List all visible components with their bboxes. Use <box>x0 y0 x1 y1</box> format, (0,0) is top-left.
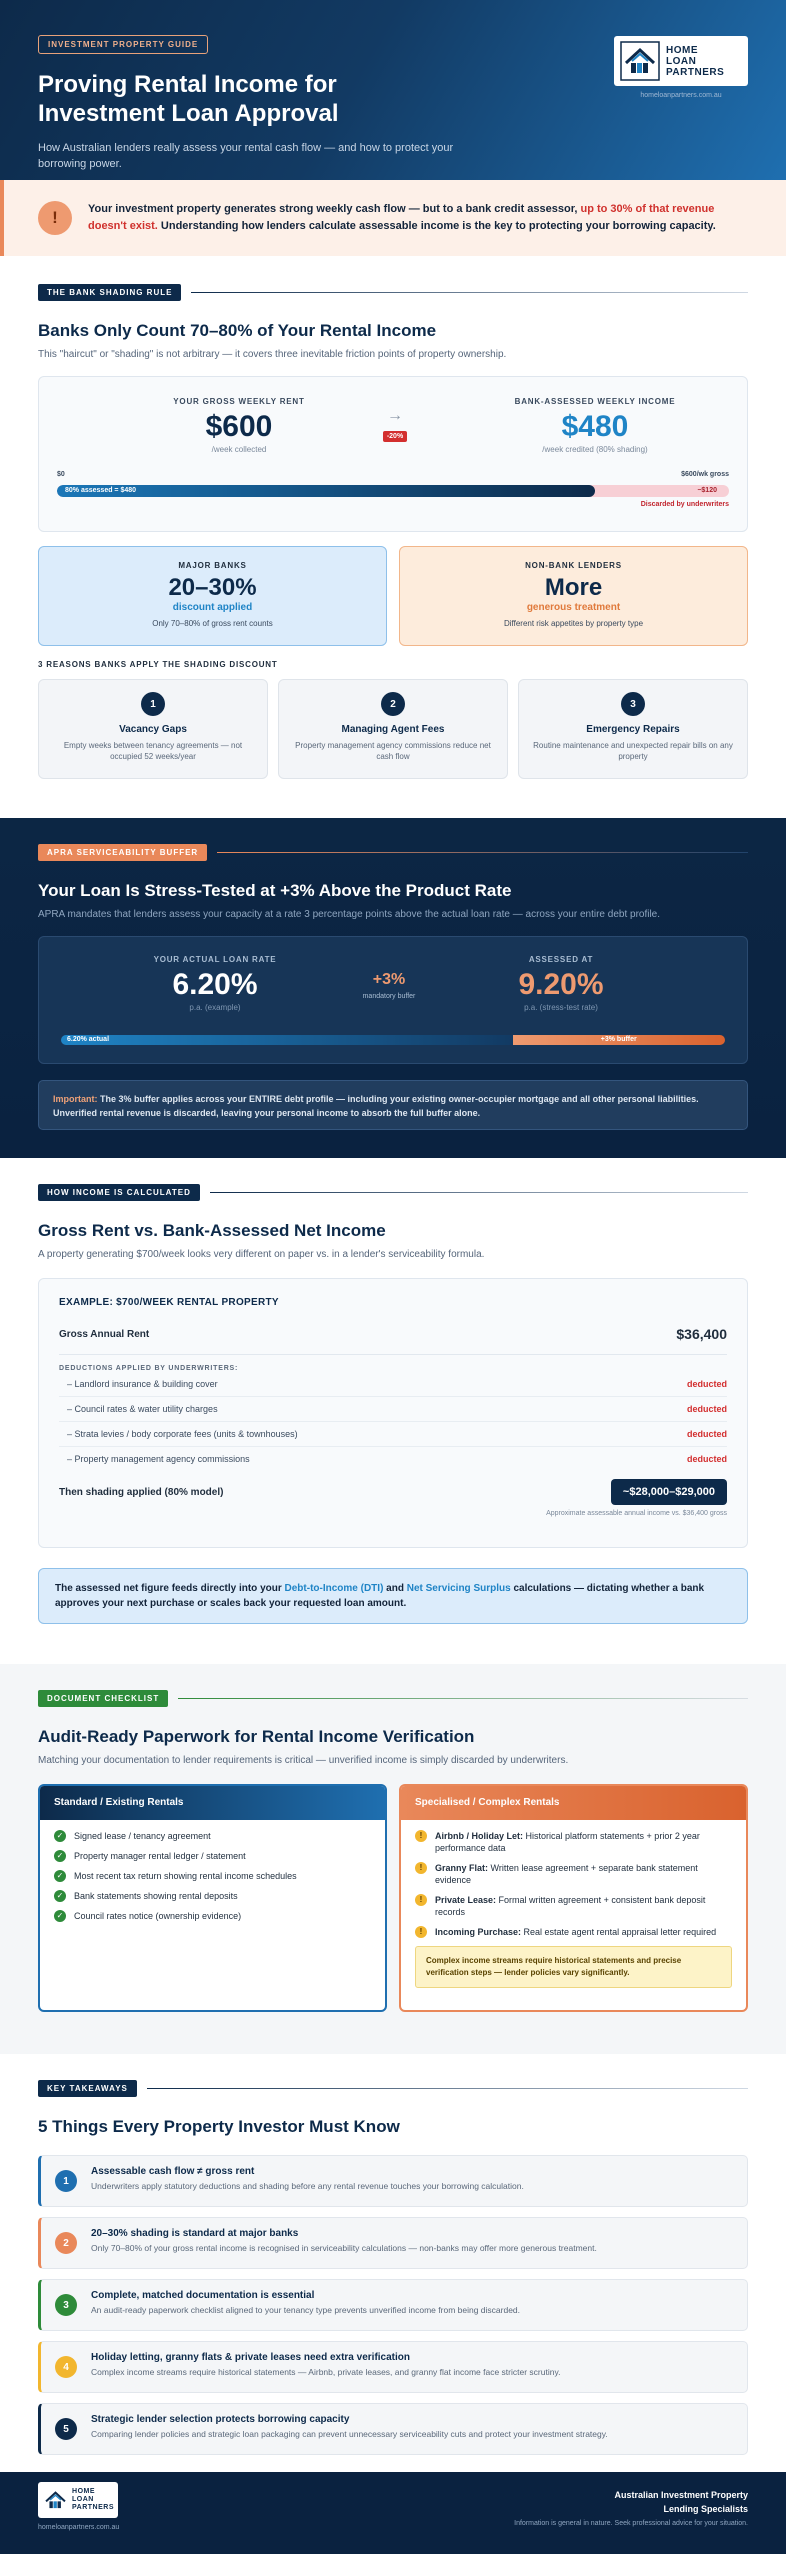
stress-test-bar <box>61 1035 725 1045</box>
number-badge: 4 <box>55 2356 77 2378</box>
number-badge: 3 <box>55 2294 77 2316</box>
assessed-progress-bar <box>57 485 729 497</box>
final-assessed-row: Then shading applied (80% model) ~$28,000–$29,000 <box>59 1479 727 1505</box>
takeaway-item: 4 Holiday letting, granny flats & private leases need extra verification Complex income streams require historical statements — Airbnb, private leases, and granny flat income face stricter scrutiny. <box>38 2341 748 2393</box>
site-url[interactable]: homeloanpartners.com.au <box>640 92 722 99</box>
assessed-income-pill: ~$28,000–$29,000 <box>611 1479 727 1505</box>
checklist-item: ✓ Property manager rental ledger / statement <box>54 1850 371 1862</box>
shading-section <box>0 256 786 818</box>
dti-callout: The assessed net figure feeds directly into your Debt-to-Income (DTI) and Net Servicing Surplus calculations — dictating whether a bank approves your next purchase or scales back your requested loan amount. <box>38 1568 748 1624</box>
checklist-item: ! Airbnb / Holiday Let: Historical platform statements + prior 2 year performance data <box>415 1830 732 1854</box>
assessed-rent-panel: BANK-ASSESSED WEEKLY INCOME $480 /week credited (80% shading) <box>485 397 705 454</box>
buffer-segment: +3% buffer <box>513 1035 725 1045</box>
takeaway-item: 2 20–30% shading is standard at major banks Only 70–80% of your gross rental income is recognised in serviceability calculations — non-banks may offer more generous treatment. <box>38 2217 748 2269</box>
deduction-row: – Landlord insurance & building cover deducted <box>59 1372 727 1397</box>
buffer-indicator: +3% mandatory buffer <box>362 971 416 1000</box>
calculation-card <box>38 1278 748 1548</box>
rent-comparison-card <box>38 376 748 532</box>
section-tag: THE BANK SHADING RULE <box>38 284 748 301</box>
section-tag: KEY TAKEAWAYS <box>38 2080 748 2097</box>
number-badge: 2 <box>381 692 405 716</box>
warning-icon: ! <box>415 1862 427 1874</box>
check-icon: ✓ <box>54 1910 66 1922</box>
check-icon: ✓ <box>54 1830 66 1842</box>
page-subtitle: How Australian lenders really assess your rental cash flow — and how to protect your borrowing power. <box>38 142 454 170</box>
rate-comparison-card <box>38 936 748 1064</box>
arrow-right-icon: → <box>387 407 403 424</box>
discarded-note: Discarded by underwriters <box>640 501 729 508</box>
section-title: 5 Things Every Property Investor Must Know <box>38 2117 400 2136</box>
dti-term: Debt-to-Income (DTI) <box>284 1583 384 1594</box>
section-title: Your Loan Is Stress-Tested at +3% Above the Product Rate <box>38 881 512 900</box>
warning-icon: ! <box>415 1894 427 1906</box>
disclaimer: Information is general in nature. Seek professional advice for your situation. <box>514 2520 748 2527</box>
reason-card: 2 Managing Agent Fees Property management agency commissions reduce net cash flow <box>278 679 508 779</box>
section-lead: APRA mandates that lenders assess your capacity at a rate 3 percentage points above the actual loan rate — across your entire debt profile. <box>38 909 661 920</box>
actual-rate-segment: 6.20% actual <box>61 1035 513 1045</box>
reasons-title: 3 REASONS BANKS APPLY THE SHADING DISCOUNT <box>38 660 278 669</box>
income-calculation-section <box>0 1158 786 1664</box>
checklist-item: ✓ Council rates notice (ownership evidence) <box>54 1910 371 1922</box>
approx-note: Approximate assessable annual income vs. $36,400 gross <box>546 1510 727 1517</box>
non-bank-lenders-card: NON-BANK LENDERS More generous treatment Different risk appetites by property type <box>399 546 748 646</box>
complex-income-warning: Complex income streams require historical statements and precise verification steps — lender policies vary significantly. <box>415 1946 732 1988</box>
discarded-bar-label: −$120 <box>697 487 717 494</box>
checklist-item: ✓ Signed lease / tenancy agreement <box>54 1830 371 1842</box>
section-tag: APRA SERVICEABILITY BUFFER <box>38 844 748 861</box>
number-badge: 1 <box>55 2170 77 2192</box>
warning-icon: ! <box>415 1926 427 1938</box>
check-icon: ✓ <box>54 1870 66 1882</box>
reduction-indicator <box>375 407 415 443</box>
section-tag: HOW INCOME IS CALCULATED <box>38 1184 748 1201</box>
section-tag: DOCUMENT CHECKLIST <box>38 1690 748 1707</box>
checklist-item: ✓ Bank statements showing rental deposits <box>54 1890 371 1902</box>
brand-logo[interactable] <box>614 36 748 86</box>
section-lead: This "haircut" or "shading" is not arbitrary — it covers three inevitable friction points of property ownership. <box>38 349 507 360</box>
deduction-row: – Strata levies / body corporate fees (units & townhouses) deducted <box>59 1422 727 1447</box>
example-heading: EXAMPLE: $700/WEEK RENTAL PROPERTY <box>59 1297 279 1308</box>
check-icon: ✓ <box>54 1890 66 1902</box>
footer-tagline: Australian Investment Property Lending Specialists Information is general in nature. Seek professional advice for your situation. <box>514 2490 748 2527</box>
section-lead: Matching your documentation to lender requirements is critical — unverified income is simply discarded by underwriters. <box>38 1755 569 1766</box>
checklist-item: ✓ Most recent tax return showing rental income schedules <box>54 1870 371 1882</box>
deductions-heading: DEDUCTIONS APPLIED BY UNDERWRITERS: <box>59 1365 239 1372</box>
reason-card: 3 Emergency Repairs Routine maintenance and unexpected repair bills on any property <box>518 679 748 779</box>
reason-card: 1 Vacancy Gaps Empty weeks between tenancy agreements — not occupied 52 weeks/year <box>38 679 268 779</box>
key-takeaways-section <box>0 2054 786 2472</box>
checklist-item: ! Incoming Purchase: Real estate agent rental appraisal letter required <box>415 1926 732 1938</box>
brand-name: HOME LOAN PARTNERS <box>666 44 725 78</box>
checklist-item: ! Private Lease: Formal written agreement + consistent bank deposit records <box>415 1894 732 1918</box>
house-logo-icon <box>620 41 660 81</box>
alert-text: Your investment property generates strong weekly cash flow — but to a bank credit assessor, up to 30% of that revenue doesn't exist. Understanding how lenders calculate assessable income is the key to protecting your borrowing capacity. <box>88 203 716 232</box>
checklist-item: ! Granny Flat: Written lease agreement + separate bank statement evidence <box>415 1862 732 1886</box>
alert-banner <box>0 180 786 256</box>
takeaway-item: 1 Assessable cash flow ≠ gross rent Underwriters apply statutory deductions and shading before any rental revenue touches your borrowing calculation. <box>38 2155 748 2207</box>
number-badge: 1 <box>141 692 165 716</box>
number-badge: 2 <box>55 2232 77 2254</box>
house-logo-icon <box>42 2486 69 2514</box>
assessed-rate-panel: ASSESSED AT 9.20% p.a. (stress-test rate) <box>518 955 604 1012</box>
number-badge: 5 <box>55 2418 77 2440</box>
gross-annual-rent-row: Gross Annual Rent $36,400 <box>59 1326 727 1355</box>
guide-tag: INVESTMENT PROPERTY GUIDE <box>38 35 208 54</box>
takeaway-item: 3 Complete, matched documentation is essential An audit-ready paperwork checklist aligned to your tenancy type prevents unverified income from being discarded. <box>38 2279 748 2331</box>
lender-comparison <box>38 546 748 646</box>
page-title: Proving Rental Income for Investment Loan Approval <box>38 71 339 127</box>
assessed-rent-value: $480 <box>561 410 629 443</box>
major-banks-card: MAJOR BANKS 20–30% discount applied Only 70–80% of gross rent counts <box>38 546 387 646</box>
apra-buffer-section <box>0 818 786 1158</box>
important-note: Important: The 3% buffer applies across your ENTIRE debt profile — including your existing owner-occupier mortgage and all other personal liabilities. Unverified rental revenue is discarded, leaving your personal income to absorb the full buffer alone. <box>38 1080 748 1130</box>
assessed-bar-fill: 80% assessed = $480 <box>57 485 595 497</box>
reasons-list <box>38 679 748 779</box>
check-icon: ✓ <box>54 1850 66 1862</box>
number-badge: 3 <box>621 692 645 716</box>
deduction-row: – Council rates & water utility charges deducted <box>59 1397 727 1422</box>
discount-badge: -20% <box>383 431 407 442</box>
hero-header <box>0 0 786 180</box>
bar-scale: $0 $600/wk gross <box>57 471 729 478</box>
nss-term: Net Servicing Surplus <box>406 1583 511 1594</box>
page-footer <box>0 2472 786 2554</box>
section-title: Audit-Ready Paperwork for Rental Income Verification <box>38 1727 475 1746</box>
warning-icon: ! <box>415 1830 427 1842</box>
footer-logo[interactable]: HOME LOAN PARTNERS <box>38 2482 118 2518</box>
actual-rate-panel: YOUR ACTUAL LOAN RATE 6.20% p.a. (example) <box>153 955 277 1012</box>
footer-site-url[interactable]: homeloanpartners.com.au <box>38 2524 120 2531</box>
section-title: Gross Rent vs. Bank-Assessed Net Income <box>38 1221 386 1240</box>
specialised-rentals-card: Specialised / Complex Rentals ! Airbnb / Holiday Let: Historical platform statements + prior 2 year performance data ! Granny Flat: Written lease agreement + separate bank statement evidence ! Private Lease: Formal written agreement + consistent bank deposit records ! Incoming Purchase: Real estate agent rental appraisal letter required Complex income streams require historical statements and precise verification steps — lender policies vary significantly. <box>399 1784 748 2012</box>
deduction-row: – Property management agency commissions deducted <box>67 1454 727 1464</box>
takeaway-item: 5 Strategic lender selection protects borrowing capacity Comparing lender policies and strategic loan packaging can prevent unnecessary serviceability cuts and protect your investment strategy. <box>38 2403 748 2455</box>
section-title: Banks Only Count 70–80% of Your Rental Income <box>38 321 437 340</box>
warning-icon: ! <box>38 201 72 235</box>
section-lead: A property generating $700/week looks very different on paper vs. in a lender's serviceability formula. <box>38 1249 485 1260</box>
checklist-columns <box>38 1784 748 2012</box>
gross-rent-panel: YOUR GROSS WEEKLY RENT $600 /week collected <box>129 397 349 454</box>
document-checklist-section <box>0 1664 786 2054</box>
standard-rentals-card: Standard / Existing Rentals ✓ Signed lease / tenancy agreement ✓ Property manager rental ledger / statement ✓ Most recent tax return showing rental income schedules ✓ Bank statements showing rental deposits ✓ Council rates notice (ownership evidence) <box>38 1784 387 2012</box>
gross-rent-value: $600 <box>205 410 273 443</box>
